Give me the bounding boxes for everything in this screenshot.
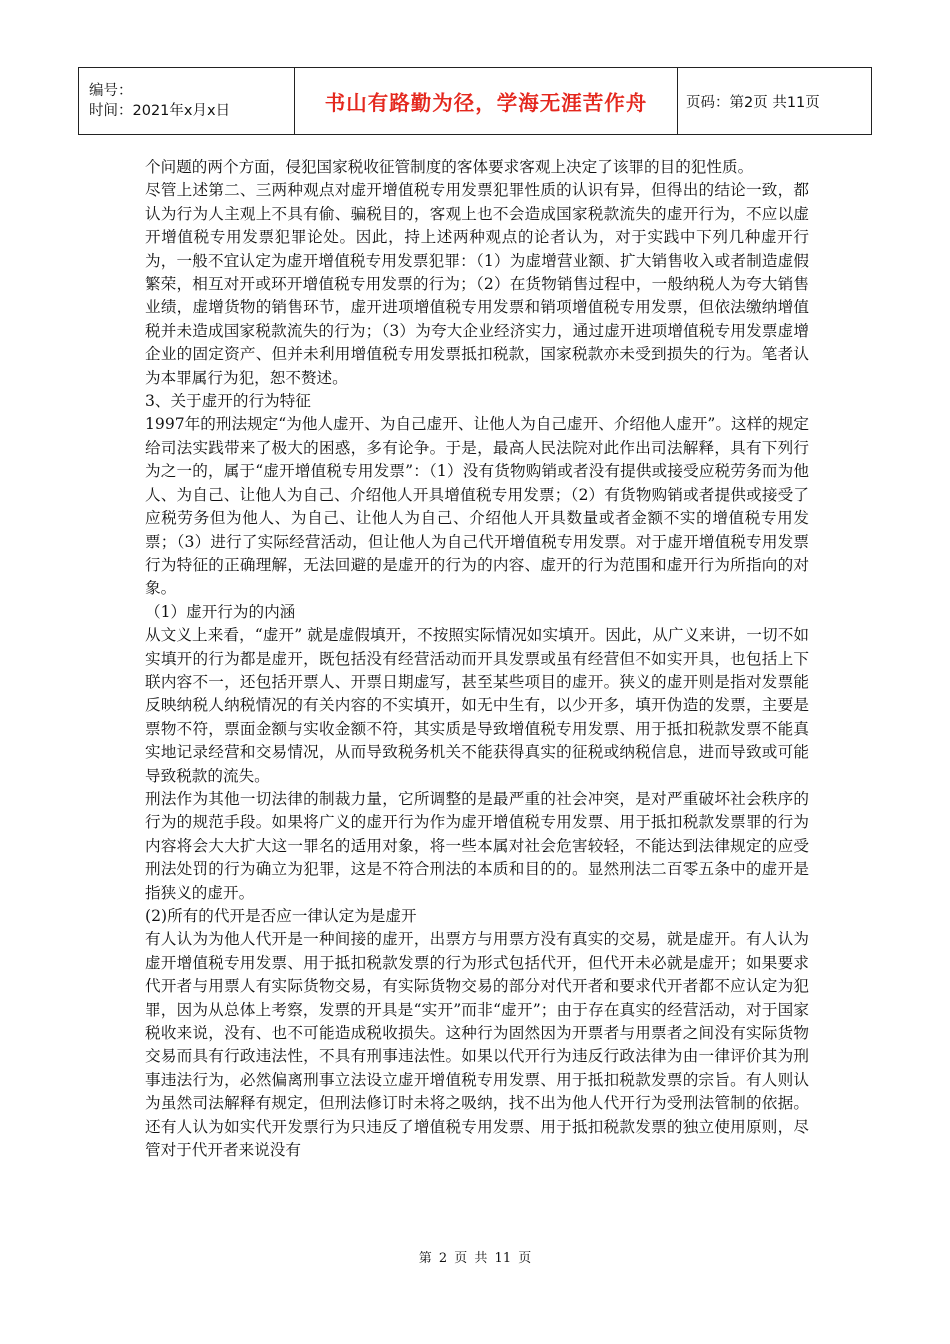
header-meta (79, 68, 295, 135)
subsection-heading: （1）虚开行为的内涵 (145, 602, 296, 621)
header-motto: 书山有路勤为径，学海无涯苦作舟 (295, 68, 678, 135)
document-time-label: 时间：2021年x月x日 (89, 103, 231, 119)
document-number-label: 编号： (89, 83, 133, 99)
paragraph: 有人认为为他人代开是一种间接的虚开，出票方与用票方没有真实的交易，就是虚开。有人认为虚开增值税专用发票、用于抵扣税款发票的行为形式包括代开，但代开未必就是虚开；如果要求代开者与用票人有实际货物交易，有实际货物交易的部分对代开者和要求代开者都不应认定为犯罪，因为从总体上考察，发票的开具是“实开”而非“虚开”；由于存在真实的经营活动，对于国家税收来说，没有、也不可能造成税收损失。这种行为固然因为开票者与用票者之间没有实际货物交易而具有行政违法性，不具有刑事违法性。如果以代开行为违反行政法律为由一律评价其为刑事违法行为，必然偏离刑事立法设立虚开增值税专用发票、用于抵扣税款发票的宗旨。有人则认为虽然司法解释有规定，但刑法修订时未将之吸纳，找不出为他人代开行为受刑法管制的依据。还有人认为如实代开发票行为只违反了增值税专用发票、用于抵扣税款发票的独立使用原则，尽管对于代开者来说没有 (145, 930, 809, 1160)
paragraph: 尽管上述第二、三两种观点对虚开增值税专用发票犯罪性质的认识有异，但得出的结论一致，都认为行为人主观上不具有偷、骗税目的，客观上也不会造成国家税款流失的虚开行为，不应以虚开增值税专用发票犯罪论处。因此，持上述两种观点的论者认为，对于实践中下列几种虚开行为，一般不宜认定为虚开增值税专用发票犯罪：（1）为虚增营业额、扩大销售收入或者制造虚假繁荣，相互对开或环开增值税专用发票的行为；（2）在货物销售过程中，一般纳税人为夸大销售业绩，虚增货物的销售环节，虚开进项增值税专用发票和销项增值税专用发票，但依法缴纳增值税并未造成国家税款流失的行为；（3）为夸大企业经济实力，通过虚开进项增值税专用发票虚增企业的固定资产、但并未利用增值税专用发票抵扣税款，国家税款亦未受到损失的行为。笔者认为本罪属行为犯，恕不赘述。 (145, 181, 809, 387)
subsection-heading: (2)所有的代开是否应一律认定为是虚开 (145, 907, 417, 925)
paragraph: 个问题的两个方面，侵犯国家税收征管制度的客体要求客观上决定了该罪的目的犯性质。 (145, 158, 754, 176)
document-body (145, 156, 809, 1162)
paragraph: 1997年的刑法规定“为他人虚开、为自己虚开、让他人为自己虚开、介绍他人虚开”。这样的规定给司法实践带来了极大的困惑，多有论争。于是，最高人民法院对此作出司法解释，具有下列行为之一的，属于“虚开增值税专用发票”：（1）没有货物购销或者没有提供或接受应税劳务而为他人、为自己、让他人为自己、介绍他人开具增值税专用发票；（2）有货物购销或者提供或接受了应税劳务但为他人、为自己、让他人为自己、介绍他人开具数量或者金额不实的增值税专用发票；（3）进行了实际经营活动，但让他人为自己代开增值税专用发票。对于虚开增值税专用发票行为特征的正确理解，无法回避的是虚开的行为的内容、虚开的行为范围和虚开行为所指向的对象。 (145, 415, 809, 598)
section-heading: 3、关于虚开的行为特征 (145, 392, 311, 411)
page-header (78, 67, 872, 135)
paragraph: 刑法作为其他一切法律的制裁力量，它所调整的是最严重的社会冲突，是对严重破坏社会秩序的行为的规范手段。如果将广义的虚开行为作为虚开增值税专用发票、用于抵扣税款发票罪的行为内容将会大大扩大这一罪名的适用对象，将一些本属对社会危害较轻，不能达到法律规定的应受刑法处罚的行为确立为犯罪，这是不符合刑法的本质和目的的。显然刑法二百零五条中的虚开是指狭义的虚开。 (145, 789, 809, 902)
paragraph: 从文义上来看，“虚开” 就是虚假填开，不按照实际情况如实填开。因此，从广义来讲，一切不如实填开的行为都是虚开，既包括没有经营活动而开具发票或虽有经营但不如实开具，也包括上下联内容不一，还包括开票人、开票日期虚写，甚至某些项目的虚开。狭义的虚开则是指对发票能反映纳税人纳税情况的有关内容的不实填开，如无中生有，以少开多，填开伪造的发票，主要是票物不符，票面金额与实收金额不符，其实质是导致增值税专用发票、用于抵扣税款发票不能真实地记录经营和交易情况，从而导致税务机关不能获得真实的征税或纳税信息，进而导致或可能导致税款的流失。 (145, 626, 809, 785)
header-page-label: 页码：第2页 共11页 (678, 68, 872, 135)
page-footer: 第 2 页 共 11 页 (418, 1251, 532, 1266)
